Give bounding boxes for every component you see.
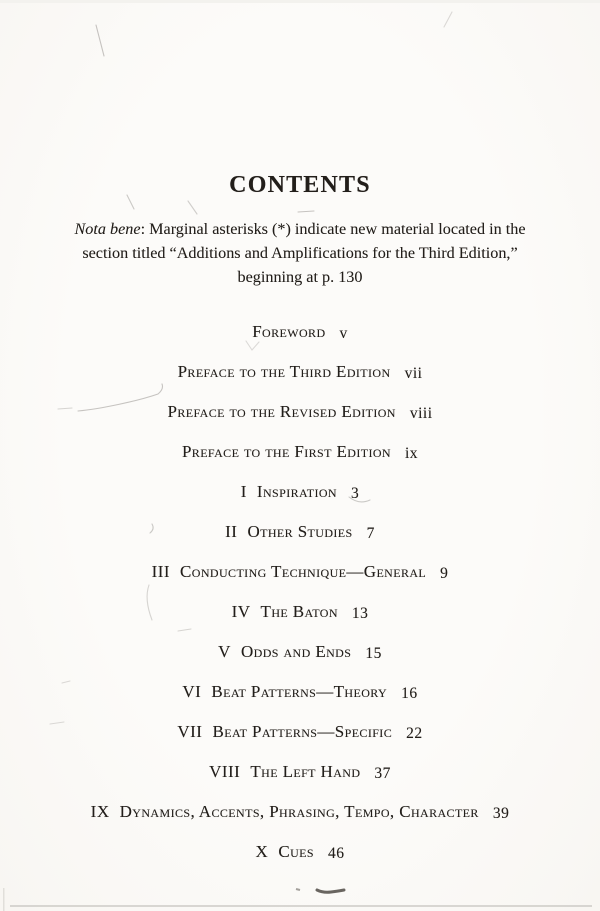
- toc-entry: [0, 472, 600, 512]
- page-title: CONTENTS: [229, 172, 371, 198]
- toc-entry-page-number: 46: [327, 845, 345, 862]
- toc-entry-title: Odds and Ends: [240, 642, 352, 661]
- scan-edge-left: [3, 888, 5, 911]
- toc-entry: [0, 512, 600, 552]
- toc-entry: [0, 312, 600, 352]
- scratch-mark: [298, 211, 314, 212]
- nota-bene: [30, 217, 570, 289]
- toc-entry-page-number: 15: [365, 645, 382, 662]
- toc-entry-number: VIII: [209, 762, 241, 781]
- toc-entry: [0, 792, 600, 832]
- toc-entry-number: VI: [182, 682, 202, 701]
- nota-bene-line-1-rest: : Marginal asterisks (*) indicate new material located in the: [140, 220, 526, 238]
- nota-bene-line-2: section titled “Additions and Amplifications for the Third Edition,”: [82, 244, 518, 262]
- toc-entry-page-number: 39: [492, 805, 510, 822]
- toc-entry: [0, 352, 600, 392]
- nota-bene-line-1: [30, 217, 570, 241]
- toc-entry-page-number: 3: [351, 485, 360, 502]
- toc-entry-title: Preface to the Third Edition: [177, 362, 391, 381]
- toc-entry: [0, 592, 600, 632]
- toc-entry-title: Beat Patterns—Theory: [211, 682, 388, 701]
- toc-entry-number: X: [255, 842, 269, 861]
- toc-entry-page-number: 37: [374, 765, 391, 782]
- nota-bene-line-3: beginning at p. 130: [237, 268, 363, 286]
- toc-entry: [0, 832, 600, 872]
- scan-edge-top: [0, 0, 600, 3]
- toc-entry-page-number: 7: [366, 525, 375, 542]
- toc-entry: [0, 712, 600, 752]
- toc-entry-title: The Left Hand: [250, 762, 361, 781]
- toc-entry-number: VII: [177, 722, 203, 741]
- toc-entry-title: Dynamics, Accents, Phrasing, Tempo, Character: [119, 802, 479, 821]
- nota-bene-lead: Nota bene: [74, 220, 141, 238]
- toc-entry: [0, 632, 600, 672]
- toc-entry-number: IX: [90, 802, 110, 821]
- smudge-mark: [296, 889, 300, 890]
- toc-entry-page-number: viii: [409, 405, 433, 422]
- toc-entry-title: Preface to the Revised Edition: [167, 402, 396, 421]
- toc-entry-title: Preface to the First Edition: [181, 442, 391, 461]
- toc-entry-title: Inspiration: [256, 482, 337, 501]
- toc-entry-title: Foreword: [252, 322, 326, 341]
- scratch-mark: [188, 201, 197, 214]
- toc-entry-page-number: ix: [404, 445, 419, 462]
- scratch-mark: [444, 12, 452, 27]
- toc-entry-title: Other Studies: [247, 522, 353, 541]
- toc-entry-page-number: 9: [440, 565, 449, 582]
- table-of-contents: [0, 312, 600, 872]
- toc-entry-title: Beat Patterns—Specific: [212, 722, 393, 741]
- toc-entry-page-number: 22: [406, 725, 423, 742]
- toc-entry-page-number: 13: [351, 605, 369, 622]
- toc-entry-page-number: vii: [404, 365, 423, 382]
- toc-entry-number: II: [225, 522, 238, 541]
- toc-entry-title: Conducting Technique—General: [180, 562, 427, 581]
- toc-entry-number: III: [151, 562, 171, 581]
- toc-entry-title: Cues: [278, 842, 314, 861]
- toc-entry-page-number: 16: [401, 685, 418, 702]
- toc-entry: [0, 552, 600, 592]
- toc-entry-title: The Baton: [260, 602, 338, 621]
- toc-entry-number: V: [218, 642, 231, 661]
- toc-entry: [0, 432, 600, 472]
- toc-entry: [0, 672, 600, 712]
- toc-entry: [0, 752, 600, 792]
- scratch-mark: [96, 25, 104, 56]
- smudge-mark: [317, 890, 344, 892]
- toc-entry-page-number: v: [339, 325, 348, 342]
- toc-entry: [0, 392, 600, 432]
- toc-entry-number: IV: [231, 602, 251, 621]
- toc-entry-number: I: [240, 482, 247, 501]
